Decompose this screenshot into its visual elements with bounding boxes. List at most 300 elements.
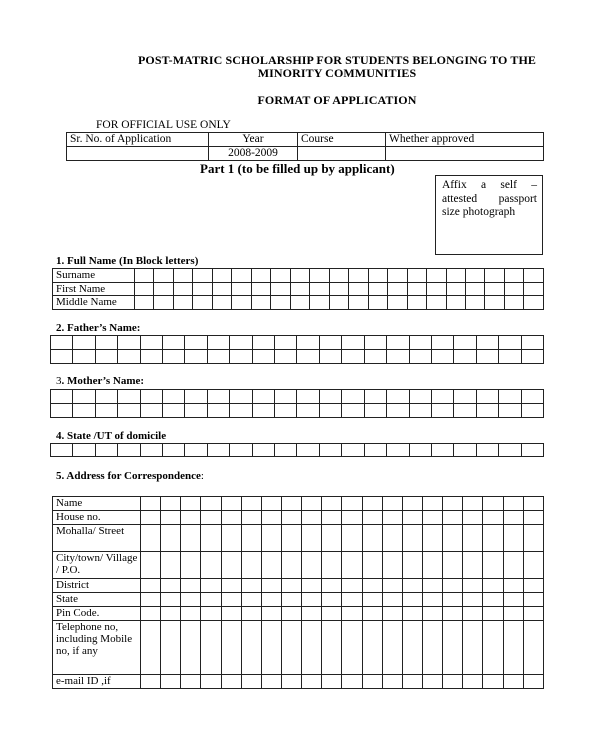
letter-box[interactable] bbox=[322, 675, 342, 689]
letter-box[interactable] bbox=[281, 593, 301, 607]
letter-box[interactable] bbox=[427, 269, 446, 283]
letter-box[interactable] bbox=[261, 511, 281, 525]
letter-box[interactable] bbox=[382, 552, 402, 579]
letter-box[interactable] bbox=[141, 497, 161, 511]
letter-box[interactable] bbox=[212, 283, 231, 296]
letter-box[interactable] bbox=[241, 675, 261, 689]
letter-box[interactable] bbox=[73, 444, 95, 457]
letter-box[interactable] bbox=[499, 390, 521, 404]
letter-box[interactable] bbox=[181, 675, 201, 689]
letter-box[interactable] bbox=[387, 444, 409, 457]
letter-box[interactable] bbox=[463, 511, 483, 525]
letter-box[interactable] bbox=[201, 511, 221, 525]
letter-box[interactable] bbox=[118, 390, 140, 404]
letter-box[interactable] bbox=[201, 552, 221, 579]
letter-box[interactable] bbox=[342, 497, 362, 511]
letter-box[interactable] bbox=[201, 675, 221, 689]
letter-box[interactable] bbox=[362, 593, 382, 607]
letter-box[interactable] bbox=[503, 497, 523, 511]
letter-box[interactable] bbox=[523, 579, 543, 593]
letter-box[interactable] bbox=[329, 283, 348, 296]
letter-box[interactable] bbox=[407, 283, 426, 296]
letter-box[interactable] bbox=[135, 283, 154, 296]
letter-box[interactable] bbox=[201, 607, 221, 621]
letter-box[interactable] bbox=[463, 621, 483, 675]
letter-box[interactable] bbox=[161, 552, 181, 579]
letter-box[interactable] bbox=[524, 283, 543, 296]
letter-box[interactable] bbox=[221, 607, 241, 621]
letter-box[interactable] bbox=[503, 607, 523, 621]
letter-box[interactable] bbox=[221, 525, 241, 552]
letter-box[interactable] bbox=[504, 269, 523, 283]
letter-box[interactable] bbox=[476, 336, 498, 350]
letter-box[interactable] bbox=[161, 579, 181, 593]
letter-box[interactable] bbox=[230, 390, 252, 404]
letter-box[interactable] bbox=[173, 269, 192, 283]
letter-box[interactable] bbox=[454, 444, 476, 457]
letter-box[interactable] bbox=[161, 593, 181, 607]
letter-box[interactable] bbox=[135, 296, 154, 310]
letter-box[interactable] bbox=[230, 336, 252, 350]
letter-box[interactable] bbox=[342, 336, 364, 350]
letter-box[interactable] bbox=[241, 593, 261, 607]
letter-box[interactable] bbox=[310, 283, 329, 296]
letter-box[interactable] bbox=[463, 525, 483, 552]
letter-box[interactable] bbox=[241, 607, 261, 621]
letter-box[interactable] bbox=[362, 525, 382, 552]
letter-box[interactable] bbox=[261, 579, 281, 593]
letter-box[interactable] bbox=[201, 579, 221, 593]
letter-box[interactable] bbox=[221, 675, 241, 689]
letter-box[interactable] bbox=[319, 390, 341, 404]
letter-box[interactable] bbox=[230, 444, 252, 457]
letter-box[interactable] bbox=[521, 404, 543, 418]
letter-box[interactable] bbox=[443, 607, 463, 621]
letter-box[interactable] bbox=[364, 336, 386, 350]
letter-box[interactable] bbox=[140, 404, 162, 418]
letter-box[interactable] bbox=[322, 497, 342, 511]
letter-box[interactable] bbox=[362, 579, 382, 593]
letter-box[interactable] bbox=[499, 404, 521, 418]
letter-box[interactable] bbox=[402, 593, 422, 607]
letter-box[interactable] bbox=[154, 283, 173, 296]
letter-box[interactable] bbox=[297, 404, 319, 418]
letter-box[interactable] bbox=[387, 404, 409, 418]
letter-box[interactable] bbox=[523, 621, 543, 675]
letter-box[interactable] bbox=[322, 579, 342, 593]
letter-box[interactable] bbox=[281, 579, 301, 593]
letter-box[interactable] bbox=[51, 390, 73, 404]
letter-box[interactable] bbox=[342, 390, 364, 404]
letter-box[interactable] bbox=[141, 525, 161, 552]
letter-box[interactable] bbox=[251, 283, 270, 296]
letter-box[interactable] bbox=[163, 444, 185, 457]
letter-box[interactable] bbox=[140, 350, 162, 364]
approved-cell[interactable] bbox=[386, 147, 544, 161]
letter-box[interactable] bbox=[241, 552, 261, 579]
letter-box[interactable] bbox=[463, 579, 483, 593]
letter-box[interactable] bbox=[302, 552, 322, 579]
letter-box[interactable] bbox=[261, 607, 281, 621]
letter-box[interactable] bbox=[163, 390, 185, 404]
letter-box[interactable] bbox=[302, 675, 322, 689]
letter-box[interactable] bbox=[297, 350, 319, 364]
letter-box[interactable] bbox=[251, 296, 270, 310]
letter-box[interactable] bbox=[443, 525, 463, 552]
letter-box[interactable] bbox=[252, 336, 274, 350]
letter-box[interactable] bbox=[349, 296, 368, 310]
letter-box[interactable] bbox=[181, 607, 201, 621]
letter-box[interactable] bbox=[349, 269, 368, 283]
letter-box[interactable] bbox=[322, 511, 342, 525]
letter-box[interactable] bbox=[302, 497, 322, 511]
letter-box[interactable] bbox=[503, 511, 523, 525]
letter-box[interactable] bbox=[161, 621, 181, 675]
letter-box[interactable] bbox=[201, 621, 221, 675]
letter-box[interactable] bbox=[523, 511, 543, 525]
letter-box[interactable] bbox=[422, 607, 442, 621]
letter-box[interactable] bbox=[173, 296, 192, 310]
letter-box[interactable] bbox=[454, 350, 476, 364]
letter-box[interactable] bbox=[402, 607, 422, 621]
letter-box[interactable] bbox=[221, 579, 241, 593]
letter-box[interactable] bbox=[275, 444, 297, 457]
letter-box[interactable] bbox=[362, 552, 382, 579]
letter-box[interactable] bbox=[181, 593, 201, 607]
letter-box[interactable] bbox=[252, 444, 274, 457]
letter-box[interactable] bbox=[342, 621, 362, 675]
letter-box[interactable] bbox=[281, 552, 301, 579]
letter-box[interactable] bbox=[382, 497, 402, 511]
letter-box[interactable] bbox=[504, 283, 523, 296]
letter-box[interactable] bbox=[140, 444, 162, 457]
letter-box[interactable] bbox=[163, 350, 185, 364]
letter-box[interactable] bbox=[362, 497, 382, 511]
letter-box[interactable] bbox=[51, 444, 73, 457]
letter-box[interactable] bbox=[73, 350, 95, 364]
letter-box[interactable] bbox=[141, 675, 161, 689]
letter-box[interactable] bbox=[476, 390, 498, 404]
letter-box[interactable] bbox=[465, 269, 484, 283]
letter-box[interactable] bbox=[141, 621, 161, 675]
letter-box[interactable] bbox=[422, 675, 442, 689]
letter-box[interactable] bbox=[523, 525, 543, 552]
letter-box[interactable] bbox=[95, 350, 117, 364]
letter-box[interactable] bbox=[118, 350, 140, 364]
letter-box[interactable] bbox=[261, 552, 281, 579]
letter-box[interactable] bbox=[281, 607, 301, 621]
letter-box[interactable] bbox=[173, 283, 192, 296]
letter-box[interactable] bbox=[499, 350, 521, 364]
letter-box[interactable] bbox=[342, 579, 362, 593]
letter-box[interactable] bbox=[402, 525, 422, 552]
letter-box[interactable] bbox=[342, 675, 362, 689]
photo-box[interactable] bbox=[435, 175, 543, 255]
letter-box[interactable] bbox=[382, 525, 402, 552]
letter-box[interactable] bbox=[483, 621, 503, 675]
letter-box[interactable] bbox=[329, 269, 348, 283]
letter-box[interactable] bbox=[140, 390, 162, 404]
letter-box[interactable] bbox=[422, 579, 442, 593]
letter-box[interactable] bbox=[241, 621, 261, 675]
letter-box[interactable] bbox=[431, 350, 453, 364]
letter-box[interactable] bbox=[322, 621, 342, 675]
letter-box[interactable] bbox=[422, 593, 442, 607]
letter-box[interactable] bbox=[181, 525, 201, 552]
letter-box[interactable] bbox=[362, 675, 382, 689]
letter-box[interactable] bbox=[261, 675, 281, 689]
letter-box[interactable] bbox=[454, 404, 476, 418]
letter-box[interactable] bbox=[443, 593, 463, 607]
course-cell[interactable] bbox=[298, 147, 386, 161]
letter-box[interactable] bbox=[485, 283, 504, 296]
letter-box[interactable] bbox=[523, 497, 543, 511]
letter-box[interactable] bbox=[207, 350, 229, 364]
letter-box[interactable] bbox=[402, 675, 422, 689]
letter-box[interactable] bbox=[422, 552, 442, 579]
letter-box[interactable] bbox=[463, 497, 483, 511]
letter-box[interactable] bbox=[409, 390, 431, 404]
letter-box[interactable] bbox=[241, 525, 261, 552]
letter-box[interactable] bbox=[319, 350, 341, 364]
letter-box[interactable] bbox=[181, 579, 201, 593]
letter-box[interactable] bbox=[523, 552, 543, 579]
letter-box[interactable] bbox=[349, 283, 368, 296]
letter-box[interactable] bbox=[431, 336, 453, 350]
letter-box[interactable] bbox=[368, 296, 387, 310]
letter-box[interactable] bbox=[431, 390, 453, 404]
letter-box[interactable] bbox=[221, 593, 241, 607]
letter-box[interactable] bbox=[387, 390, 409, 404]
letter-box[interactable] bbox=[342, 593, 362, 607]
letter-box[interactable] bbox=[281, 525, 301, 552]
letter-box[interactable] bbox=[342, 607, 362, 621]
letter-box[interactable] bbox=[302, 607, 322, 621]
letter-box[interactable] bbox=[212, 296, 231, 310]
letter-box[interactable] bbox=[319, 404, 341, 418]
letter-box[interactable] bbox=[503, 593, 523, 607]
letter-box[interactable] bbox=[431, 444, 453, 457]
letter-box[interactable] bbox=[362, 511, 382, 525]
letter-box[interactable] bbox=[232, 296, 251, 310]
letter-box[interactable] bbox=[362, 621, 382, 675]
letter-box[interactable] bbox=[181, 621, 201, 675]
letter-box[interactable] bbox=[382, 607, 402, 621]
letter-box[interactable] bbox=[523, 607, 543, 621]
letter-box[interactable] bbox=[342, 525, 362, 552]
letter-box[interactable] bbox=[454, 390, 476, 404]
letter-box[interactable] bbox=[463, 593, 483, 607]
letter-box[interactable] bbox=[51, 404, 73, 418]
letter-box[interactable] bbox=[73, 336, 95, 350]
letter-box[interactable] bbox=[261, 621, 281, 675]
letter-box[interactable] bbox=[319, 444, 341, 457]
letter-box[interactable] bbox=[95, 444, 117, 457]
letter-box[interactable] bbox=[241, 511, 261, 525]
letter-box[interactable] bbox=[388, 269, 407, 283]
letter-box[interactable] bbox=[154, 296, 173, 310]
letter-box[interactable] bbox=[271, 283, 290, 296]
letter-box[interactable] bbox=[275, 404, 297, 418]
letter-box[interactable] bbox=[95, 404, 117, 418]
letter-box[interactable] bbox=[201, 497, 221, 511]
letter-box[interactable] bbox=[443, 675, 463, 689]
letter-box[interactable] bbox=[407, 296, 426, 310]
letter-box[interactable] bbox=[465, 296, 484, 310]
letter-box[interactable] bbox=[271, 269, 290, 283]
letter-box[interactable] bbox=[181, 511, 201, 525]
letter-box[interactable] bbox=[364, 390, 386, 404]
letter-box[interactable] bbox=[382, 593, 402, 607]
letter-box[interactable] bbox=[524, 269, 543, 283]
letter-box[interactable] bbox=[503, 552, 523, 579]
letter-box[interactable] bbox=[409, 336, 431, 350]
letter-box[interactable] bbox=[310, 296, 329, 310]
letter-box[interactable] bbox=[193, 269, 212, 283]
letter-box[interactable] bbox=[271, 296, 290, 310]
letter-box[interactable] bbox=[483, 675, 503, 689]
letter-box[interactable] bbox=[261, 497, 281, 511]
letter-box[interactable] bbox=[261, 525, 281, 552]
letter-box[interactable] bbox=[281, 497, 301, 511]
letter-box[interactable] bbox=[275, 350, 297, 364]
letter-box[interactable] bbox=[232, 269, 251, 283]
letter-box[interactable] bbox=[319, 336, 341, 350]
letter-box[interactable] bbox=[161, 607, 181, 621]
letter-box[interactable] bbox=[322, 607, 342, 621]
letter-box[interactable] bbox=[252, 404, 274, 418]
letter-box[interactable] bbox=[402, 552, 422, 579]
letter-box[interactable] bbox=[364, 444, 386, 457]
letter-box[interactable] bbox=[499, 444, 521, 457]
letter-box[interactable] bbox=[302, 621, 322, 675]
letter-box[interactable] bbox=[388, 296, 407, 310]
letter-box[interactable] bbox=[221, 511, 241, 525]
letter-box[interactable] bbox=[302, 511, 322, 525]
letter-box[interactable] bbox=[185, 444, 207, 457]
letter-box[interactable] bbox=[382, 579, 402, 593]
letter-box[interactable] bbox=[409, 444, 431, 457]
letter-box[interactable] bbox=[221, 497, 241, 511]
letter-box[interactable] bbox=[382, 511, 402, 525]
letter-box[interactable] bbox=[463, 675, 483, 689]
letter-box[interactable] bbox=[409, 404, 431, 418]
letter-box[interactable] bbox=[297, 336, 319, 350]
letter-box[interactable] bbox=[402, 579, 422, 593]
letter-box[interactable] bbox=[135, 269, 154, 283]
letter-box[interactable] bbox=[409, 350, 431, 364]
letter-box[interactable] bbox=[207, 336, 229, 350]
letter-box[interactable] bbox=[221, 621, 241, 675]
letter-box[interactable] bbox=[342, 350, 364, 364]
letter-box[interactable] bbox=[422, 525, 442, 552]
letter-box[interactable] bbox=[141, 593, 161, 607]
letter-box[interactable] bbox=[252, 390, 274, 404]
letter-box[interactable] bbox=[51, 336, 73, 350]
letter-box[interactable] bbox=[483, 593, 503, 607]
letter-box[interactable] bbox=[193, 283, 212, 296]
letter-box[interactable] bbox=[241, 497, 261, 511]
letter-box[interactable] bbox=[431, 404, 453, 418]
letter-box[interactable] bbox=[185, 390, 207, 404]
letter-box[interactable] bbox=[463, 552, 483, 579]
letter-box[interactable] bbox=[388, 283, 407, 296]
letter-box[interactable] bbox=[230, 350, 252, 364]
letter-box[interactable] bbox=[443, 497, 463, 511]
letter-box[interactable] bbox=[221, 552, 241, 579]
letter-box[interactable] bbox=[463, 607, 483, 621]
letter-box[interactable] bbox=[368, 269, 387, 283]
letter-box[interactable] bbox=[476, 350, 498, 364]
letter-box[interactable] bbox=[51, 350, 73, 364]
letter-box[interactable] bbox=[483, 579, 503, 593]
letter-box[interactable] bbox=[161, 497, 181, 511]
letter-box[interactable] bbox=[207, 444, 229, 457]
letter-box[interactable] bbox=[290, 283, 309, 296]
letter-box[interactable] bbox=[364, 350, 386, 364]
letter-box[interactable] bbox=[446, 269, 465, 283]
letter-box[interactable] bbox=[483, 607, 503, 621]
letter-box[interactable] bbox=[483, 511, 503, 525]
letter-box[interactable] bbox=[465, 283, 484, 296]
letter-box[interactable] bbox=[422, 497, 442, 511]
letter-box[interactable] bbox=[483, 525, 503, 552]
letter-box[interactable] bbox=[503, 579, 523, 593]
letter-box[interactable] bbox=[342, 444, 364, 457]
letter-box[interactable] bbox=[503, 525, 523, 552]
letter-box[interactable] bbox=[422, 511, 442, 525]
letter-box[interactable] bbox=[443, 621, 463, 675]
letter-box[interactable] bbox=[185, 404, 207, 418]
letter-box[interactable] bbox=[185, 350, 207, 364]
letter-box[interactable] bbox=[140, 336, 162, 350]
letter-box[interactable] bbox=[141, 607, 161, 621]
letter-box[interactable] bbox=[241, 579, 261, 593]
letter-box[interactable] bbox=[443, 552, 463, 579]
letter-box[interactable] bbox=[521, 336, 543, 350]
letter-box[interactable] bbox=[402, 497, 422, 511]
letter-box[interactable] bbox=[201, 593, 221, 607]
letter-box[interactable] bbox=[322, 552, 342, 579]
letter-box[interactable] bbox=[427, 283, 446, 296]
letter-box[interactable] bbox=[446, 296, 465, 310]
letter-box[interactable] bbox=[281, 511, 301, 525]
letter-box[interactable] bbox=[297, 444, 319, 457]
letter-box[interactable] bbox=[163, 336, 185, 350]
letter-box[interactable] bbox=[476, 404, 498, 418]
letter-box[interactable] bbox=[201, 525, 221, 552]
letter-box[interactable] bbox=[275, 336, 297, 350]
letter-box[interactable] bbox=[73, 390, 95, 404]
letter-box[interactable] bbox=[443, 511, 463, 525]
letter-box[interactable] bbox=[368, 283, 387, 296]
letter-box[interactable] bbox=[342, 552, 362, 579]
letter-box[interactable] bbox=[297, 390, 319, 404]
letter-box[interactable] bbox=[185, 336, 207, 350]
letter-box[interactable] bbox=[422, 621, 442, 675]
letter-box[interactable] bbox=[387, 350, 409, 364]
letter-box[interactable] bbox=[141, 579, 161, 593]
letter-box[interactable] bbox=[329, 296, 348, 310]
letter-box[interactable] bbox=[232, 283, 251, 296]
letter-box[interactable] bbox=[483, 552, 503, 579]
letter-box[interactable] bbox=[302, 525, 322, 552]
letter-box[interactable] bbox=[499, 336, 521, 350]
letter-box[interactable] bbox=[523, 593, 543, 607]
letter-box[interactable] bbox=[141, 552, 161, 579]
letter-box[interactable] bbox=[207, 404, 229, 418]
letter-box[interactable] bbox=[342, 404, 364, 418]
